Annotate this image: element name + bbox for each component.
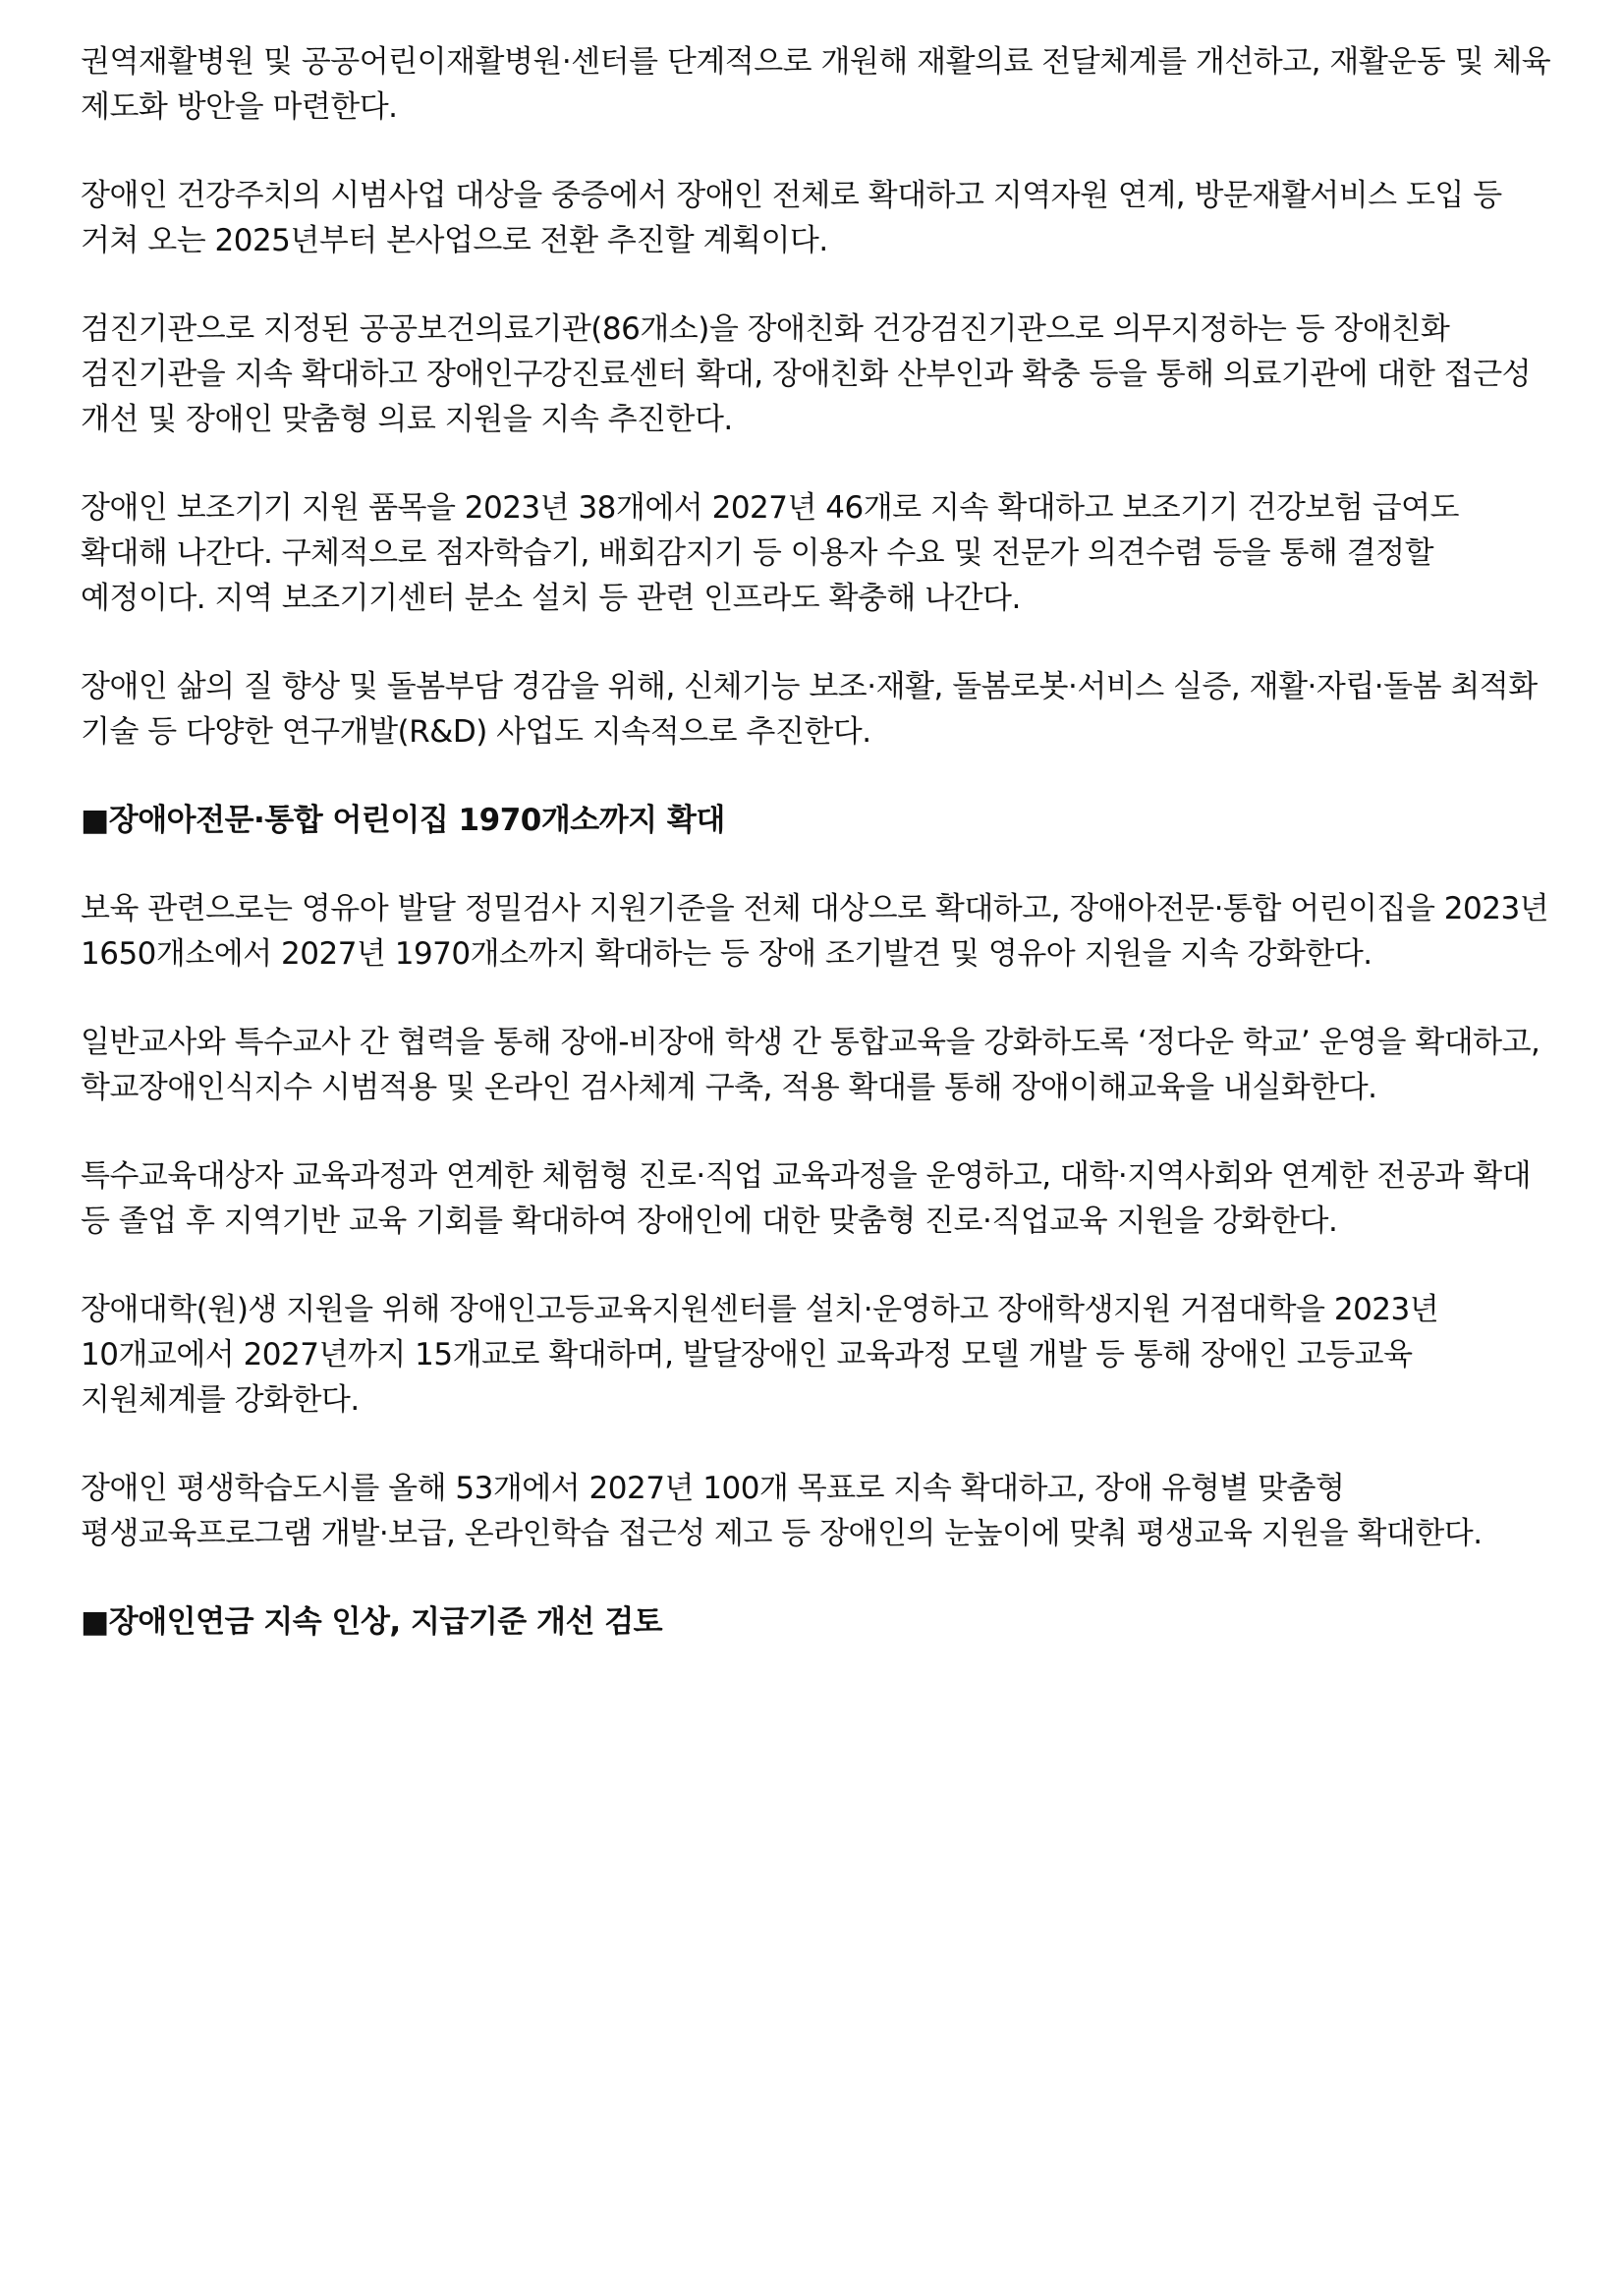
paragraph-rnd: 장애인 삶의 질 향상 및 돌봄부담 경감을 위해, 신체기능 보조·재활, 돌봄로봇·서비스 실증, 재활·자립·돌봄 최적화 기술 등 다양한 연구개발(R&D) 사업도 지속적으로 추진한다. [81,669,1538,750]
section-heading-pension: ■장애인연금 지속 인상, 지급기준 개선 검토 [81,1604,663,1640]
paragraph-assistive-devices: 장애인 보조기기 지원 품목을 2023년 38개에서 2027년 46개로 지속 확대하고 보조기기 건강보험 급여도 확대해 나간다. 구체적으로 점자학습기, 배회감지기 등 이용자 수요 및 전문가 의견수렴 등을 통해 결정할 예정이다. 지역 보조기기센터 분소 설치 등 관련 인프라도 확충해 나간다. [81,490,1459,616]
paragraph-health-doctor: 장애인 건강주치의 시범사업 대상을 중증에서 장애인 전체로 확대하고 지역자원 연계, 방문재활서비스 도입 등 거쳐 오는 2025년부터 본사업으로 전환 추진할 계획이다. [81,178,1502,258]
paragraph-lifelong-learning: 장애인 평생학습도시를 올해 53개에서 2027년 100개 목표로 지속 확대하고, 장애 유형별 맞춤형 평생교육프로그램 개발·보급, 온라인학습 접근성 제고 등 장애인의 눈높이에 맞춰 평생교육 지원을 확대한다. [81,1471,1483,1551]
paragraph-higher-education: 장애대학(원)생 지원을 위해 장애인고등교육지원센터를 설치·운영하고 장애학생지원 거점대학을 2023년 10개교에서 2027년까지 15개교로 확대하며, 발달장애인 교육과정 모델 개발 등 통해 장애인 고등교육 지원체계를 강화한다. [81,1292,1439,1418]
paragraph-rehab-hospitals: 권역재활병원 및 공공어린이재활병원·센터를 단계적으로 개원해 재활의료 전달체계를 개선하고, 재활운동 및 체육 제도화 방안을 마련한다. [81,44,1551,125]
paragraph-daycare: 보육 관련으로는 영유아 발달 정밀검사 지원기준을 전체 대상으로 확대하고, 장애아전문·통합 어린이집을 2023년 1650개소에서 2027년 1970개소까지 확대하는 등 장애 조기발견 및 영유아 지원을 지속 강화한다. [81,891,1549,972]
paragraph-inclusive-school: 일반교사와 특수교사 간 협력을 통해 장애-비장애 학생 간 통합교육을 강화하도록 ‘정다운 학교’ 운영을 확대하고, 학교장애인식지수 시범적용 및 온라인 검사체계 구축, 적용 확대를 통해 장애이해교육을 내실화한다. [81,1025,1540,1105]
article-body [81,39,1554,1688]
section-heading-daycare: ■장애아전문·통합 어린이집 1970개소까지 확대 [81,803,725,838]
paragraph-checkup-institutions: 검진기관으로 지정된 공공보건의료기관(86개소)을 장애친화 건강검진기관으로 의무지정하는 등 장애친화 검진기관을 지속 확대하고 장애인구강진료센터 확대, 장애친화 산부인과 확충 등을 통해 의료기관에 대한 접근성 개선 및 장애인 맞춤형 의료 지원을 지속 추진한다. [81,311,1532,437]
paragraph-career-education: 특수교육대상자 교육과정과 연계한 체험형 진로·직업 교육과정을 운영하고, 대학·지역사회와 연계한 전공과 확대 등 졸업 후 지역기반 교육 기회를 확대하여 장애인에 대한 맞춤형 진로·직업교육 지원을 강화한다. [81,1158,1532,1239]
